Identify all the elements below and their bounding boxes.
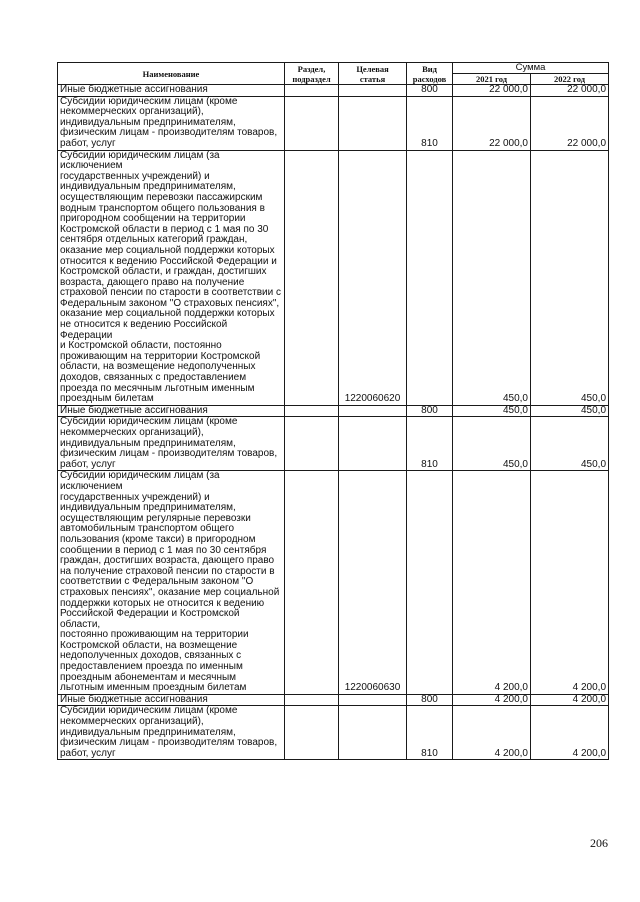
row-section	[285, 96, 339, 150]
table-row	[58, 85, 609, 97]
table-row	[58, 471, 609, 694]
row-name: Субсидии юридическим лицам (за исключением государственных учреждений) и индивидуальным предпринимателям, осуществляющим регулярные перевозки автомобильным транспортом общего пользования (кроме такси) в пригородном сообщении в период с 1 мая по 30 сентября граждан, достигших возраста, дающего право на получение страховой пенсии по старости в соответствии с Федеральным законом "О страховых пенсиях", оказание мер социальной поддержки которых не относится к ведению Российской Федерации и Костромской области, постоянно проживающим на территории Костромской области, на возмещение недополученных доходов, связанных с предоставлением проезда по именным проездным абонементам и месячным льготным именным проездным билетам	[58, 471, 285, 694]
row-expense-type: 810	[407, 417, 453, 471]
row-expense-type: 810	[407, 96, 453, 150]
row-section	[285, 85, 339, 97]
row-sum-2021: 22 000,0	[453, 85, 531, 97]
row-name: Иные бюджетные ассигнования	[58, 405, 285, 417]
row-expense-type	[407, 150, 453, 405]
row-target-article	[339, 417, 407, 471]
row-sum-2021: 4 200,0	[453, 706, 531, 760]
budget-table	[57, 62, 609, 760]
header-expense-type: Вид расходов	[407, 63, 453, 85]
row-sum-2021: 22 000,0	[453, 96, 531, 150]
row-sum-2022: 450,0	[531, 405, 609, 417]
row-section	[285, 706, 339, 760]
row-section	[285, 405, 339, 417]
row-sum-2021: 4 200,0	[453, 694, 531, 706]
row-sum-2022: 4 200,0	[531, 471, 609, 694]
row-target-article	[339, 85, 407, 97]
row-target-article	[339, 706, 407, 760]
row-sum-2022: 4 200,0	[531, 706, 609, 760]
row-expense-type: 810	[407, 706, 453, 760]
row-section	[285, 417, 339, 471]
row-section	[285, 694, 339, 706]
row-expense-type: 800	[407, 85, 453, 97]
row-section	[285, 150, 339, 405]
header-year-2021: 2021 год	[453, 74, 531, 85]
header-sum: Сумма	[453, 63, 609, 74]
row-target-article: 1220060620	[339, 150, 407, 405]
row-sum-2022: 22 000,0	[531, 85, 609, 97]
row-target-article	[339, 96, 407, 150]
table-row	[58, 417, 609, 471]
row-expense-type	[407, 471, 453, 694]
row-sum-2022: 450,0	[531, 417, 609, 471]
row-sum-2021: 450,0	[453, 417, 531, 471]
header-name: Наименование	[58, 63, 285, 85]
table-row	[58, 706, 609, 760]
header-section: Раздел, подраздел	[285, 63, 339, 85]
table-row	[58, 96, 609, 150]
page-number: 206	[590, 836, 608, 850]
row-name: Субсидии юридическим лицам (кроме некоммерческих организаций), индивидуальным предпринимателям, физическим лицам - производителям товаров, работ, услуг	[58, 96, 285, 150]
row-target-article	[339, 694, 407, 706]
row-sum-2021: 4 200,0	[453, 471, 531, 694]
row-name: Субсидии юридическим лицам (кроме некоммерческих организаций), индивидуальным предпринимателям, физическим лицам - производителям товаров, работ, услуг	[58, 706, 285, 760]
table-row	[58, 150, 609, 405]
row-target-article: 1220060630	[339, 471, 407, 694]
row-sum-2021: 450,0	[453, 405, 531, 417]
header-year-2022: 2022 год	[531, 74, 609, 85]
row-sum-2022: 450,0	[531, 150, 609, 405]
row-name: Субсидии юридическим лицам (кроме некоммерческих организаций), индивидуальным предпринимателям, физическим лицам - производителям товаров, работ, услуг	[58, 417, 285, 471]
row-expense-type: 800	[407, 694, 453, 706]
row-name: Субсидии юридическим лицам (за исключением государственных учреждений) и индивидуальным предпринимателям, осуществляющим перевозки пассажирским водным транспортом общего пользования в пригородном сообщении на территории Костромской области в период с 1 мая по 30 сентября отдельных категорий граждан, оказание мер социальной поддержки которых относится к ведению Российской Федерации и Костромской области, и граждан, достигших возраста, дающего право на получение страховой пенсии по старости в соответствии с Федеральным законом "О страховых пенсиях", оказание мер социальной поддержки которых не относится к ведению Российской Федерации и Костромской области, постоянно проживающим на территории Костромской области, на возмещение недополученных доходов, связанных с предоставлением проезда по месячным льготным именным проездным билетам	[58, 150, 285, 405]
row-name: Иные бюджетные ассигнования	[58, 694, 285, 706]
row-expense-type: 800	[407, 405, 453, 417]
row-sum-2021: 450,0	[453, 150, 531, 405]
row-section	[285, 471, 339, 694]
row-target-article	[339, 405, 407, 417]
table-body	[58, 85, 609, 760]
header-target-article: Целевая статья	[339, 63, 407, 85]
row-sum-2022: 22 000,0	[531, 96, 609, 150]
row-sum-2022: 4 200,0	[531, 694, 609, 706]
row-name: Иные бюджетные ассигнования	[58, 85, 285, 97]
